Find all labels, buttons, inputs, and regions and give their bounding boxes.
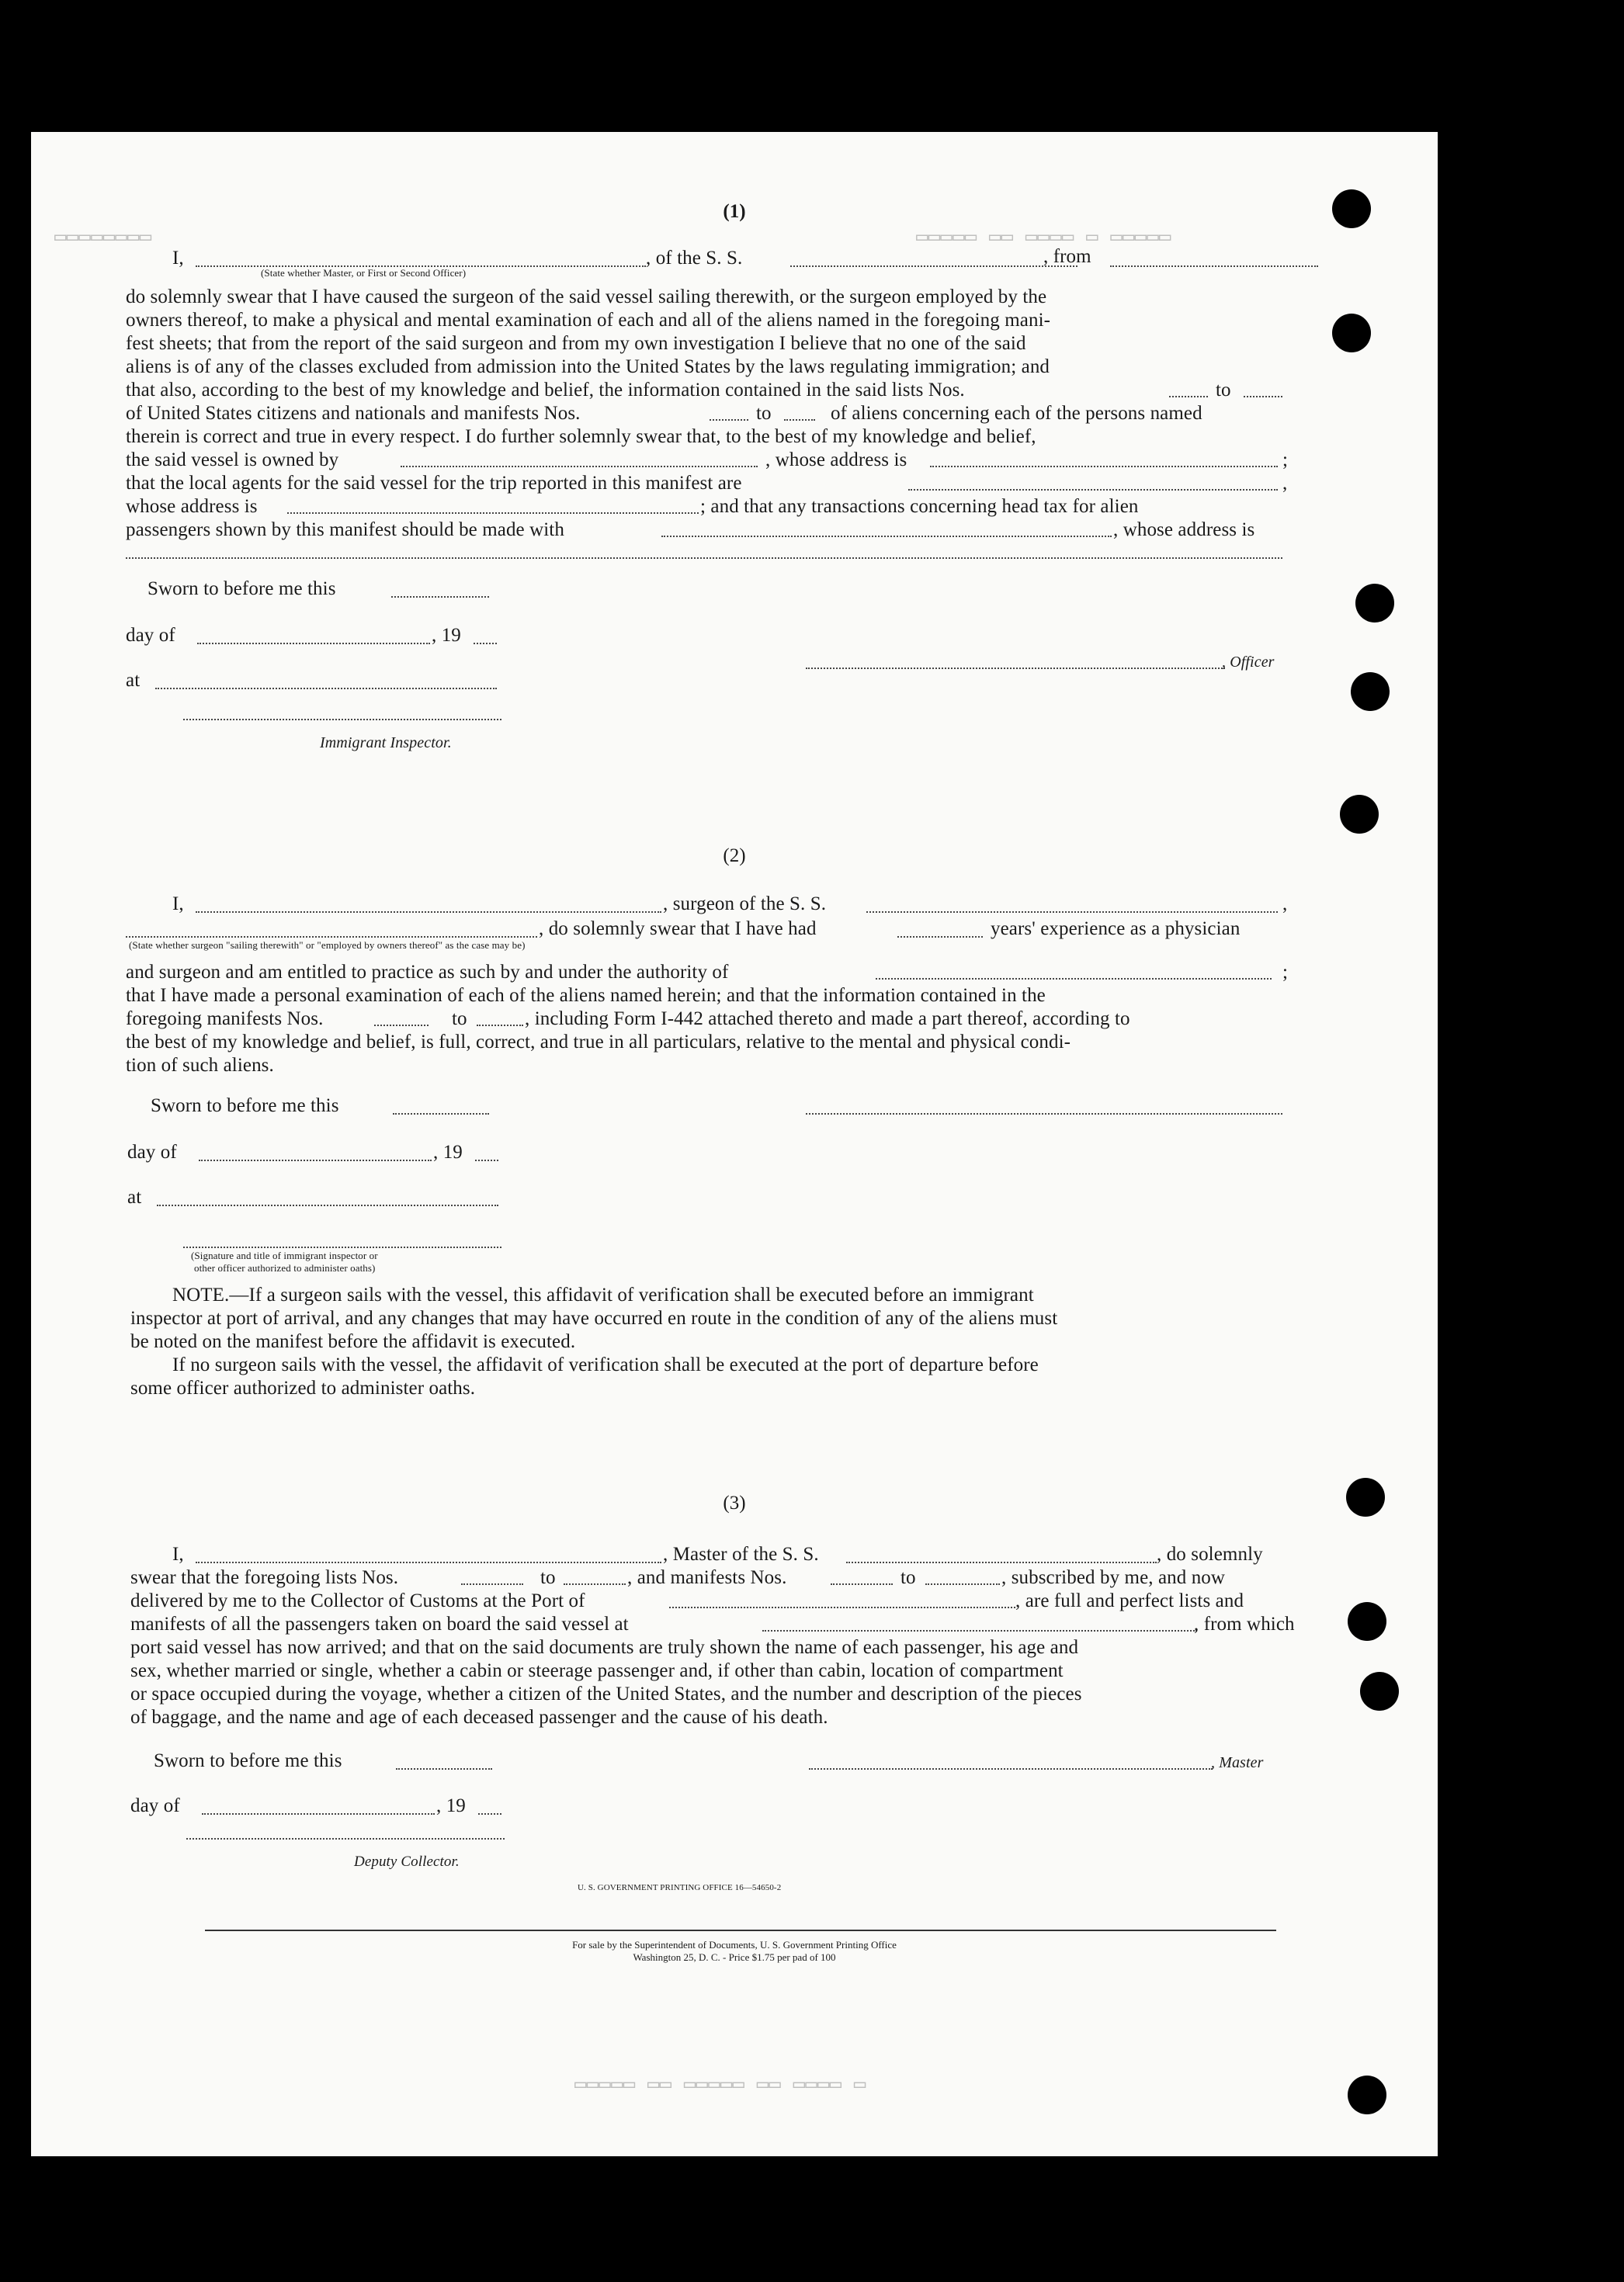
s2-sworn-day-field[interactable] xyxy=(393,1113,489,1115)
s1-i-label: I, xyxy=(172,248,184,269)
section-3-number: (3) xyxy=(723,1493,746,1514)
s2-para-line-1: and surgeon and am entitled to practice as such by and under the authority of xyxy=(126,962,729,983)
s1-whose-address-label: , whose address is xyxy=(1113,519,1255,540)
s2-at-label: at xyxy=(127,1187,142,1208)
s1-head-tax-address-field[interactable] xyxy=(126,557,1282,559)
s1-lists-to-field[interactable] xyxy=(1244,396,1282,397)
footer-line-1: For sale by the Superintendent of Documents, U. S. Government Printing Office xyxy=(572,1939,897,1951)
s2-surgeon-of-ss-label: , surgeon of the S. S. xyxy=(663,893,827,914)
s1-of-ss-label: , of the S. S. xyxy=(646,248,743,269)
s1-month-field[interactable] xyxy=(197,643,430,644)
s2-note-line-2: inspector at port of arrival, and any changes that may have occurred en route in the condition of any of the aliens must xyxy=(130,1308,1058,1329)
s2-inspector-signature-field[interactable] xyxy=(183,1247,501,1248)
s3-taken-label: manifests of all the passengers taken on board the said vessel at xyxy=(130,1614,629,1635)
s1-manifests-to-field[interactable] xyxy=(784,419,815,421)
s2-swear-label: , do solemnly swear that I have had xyxy=(539,918,817,939)
s3-manifests-label: , and manifests Nos. xyxy=(627,1567,787,1588)
s2-surgeon-note: (State whether surgeon "sailing therewith" or "employed by owners thereof" as the case may be) xyxy=(129,939,526,951)
s3-taken-at-field[interactable] xyxy=(762,1630,1197,1632)
s3-lists-label: swear that the foregoing lists Nos. xyxy=(130,1567,399,1588)
s2-para-line-3: foregoing manifests Nos. xyxy=(126,1008,324,1029)
s3-i-label: I, xyxy=(172,1544,184,1565)
s2-years-label: years' experience as a physician xyxy=(991,918,1241,939)
binder-hole xyxy=(1332,314,1371,352)
s1-owner-address-field[interactable] xyxy=(930,466,1278,467)
s2-note-line-3: be noted on the manifest before the affidavit is executed. xyxy=(130,1331,576,1352)
s2-para-line-4: the best of my knowledge and belief, is full, correct, and true in all particulars, relative to the mental and physical condi- xyxy=(126,1032,1071,1053)
s1-para-line-3: fest sheets; that from the report of the said surgeon and from my own investigation I believe that no one of the said xyxy=(126,333,1026,354)
section-2-number: (2) xyxy=(723,845,746,866)
s1-agent-address-label: whose address is xyxy=(126,496,258,517)
s3-para-line-2-end: , are full and perfect lists and xyxy=(1015,1590,1244,1611)
s3-vessel-field[interactable] xyxy=(846,1562,1157,1563)
s3-subscribed-label: , subscribed by me, and now xyxy=(1001,1567,1226,1588)
s1-comma: , xyxy=(1282,473,1288,494)
s3-day-label: day of xyxy=(130,1795,180,1816)
s3-manifests-to-field[interactable] xyxy=(925,1583,1000,1585)
s1-officer-label: , Officer xyxy=(1222,654,1275,671)
s3-manifests-from-field[interactable] xyxy=(831,1583,893,1585)
s3-month-field[interactable] xyxy=(202,1813,435,1815)
s2-semicolon: ; xyxy=(1282,962,1289,983)
s3-year-field[interactable] xyxy=(478,1813,501,1815)
binder-hole xyxy=(1332,189,1371,228)
s2-para-line-3-end: , including Form I-442 attached thereto and made a part thereof, according to xyxy=(525,1008,1130,1029)
binder-hole xyxy=(1351,672,1390,711)
s2-surgeon-signature-field[interactable] xyxy=(806,1113,1282,1115)
s1-para-line-6: of United States citizens and nationals and manifests Nos. xyxy=(126,403,581,424)
s1-officer-signature-field[interactable] xyxy=(806,668,1225,669)
binder-hole xyxy=(1355,584,1394,623)
s1-from-field[interactable] xyxy=(1110,265,1318,267)
s3-master-signature-field[interactable] xyxy=(809,1768,1213,1770)
s3-master-of-ss-label: , Master of the S. S. xyxy=(663,1544,819,1565)
s3-collector-label: Deputy Collector. xyxy=(354,1854,460,1870)
s3-sworn-label: Sworn to before me this xyxy=(154,1750,342,1771)
s1-para-line-2: owners thereof, to make a physical and mental examination of each and all of the aliens named in the foregoing mani- xyxy=(126,310,1051,331)
s2-para-line-5: tion of such aliens. xyxy=(126,1055,274,1076)
s2-i-label: I, xyxy=(172,893,184,914)
s3-port-field[interactable] xyxy=(669,1607,1015,1608)
s1-sworn-label: Sworn to before me this xyxy=(147,578,336,599)
manifest-page xyxy=(31,132,1438,2156)
s1-inspector-signature-field[interactable] xyxy=(183,719,501,720)
bleed-through-mark: ▭▭▭▭▭ ▭▭ ▭▭▭▭▭ ▭▭ ▭▭▭▭ ▭ xyxy=(574,2073,866,2096)
s1-para-line-5: that also, according to the best of my knowledge and belief, the information contained in the said lists Nos. xyxy=(126,380,965,401)
s1-vessel-field[interactable] xyxy=(790,265,1077,267)
s2-vessel-field[interactable] xyxy=(866,911,1278,913)
s3-lists-to-label: to xyxy=(540,1567,556,1588)
s3-sworn-day-field[interactable] xyxy=(396,1768,492,1770)
s2-manifests-from-field[interactable] xyxy=(374,1025,429,1026)
s3-lists-to-field[interactable] xyxy=(564,1583,626,1585)
s1-semicolon: ; xyxy=(1282,449,1289,470)
s2-signature-note-2: other officer authorized to administer oaths) xyxy=(194,1262,376,1274)
s1-para-line-6-end: of aliens concerning each of the persons named xyxy=(831,403,1202,424)
binder-hole xyxy=(1340,795,1379,834)
s3-para-line-4: port said vessel has now arrived; and that on the said documents are truly shown the name of each passenger, his age and xyxy=(130,1637,1079,1658)
s1-year-label: , 19 xyxy=(432,625,461,646)
s2-years-field[interactable] xyxy=(897,936,983,938)
s1-from-label: , from xyxy=(1043,246,1091,267)
s3-port-label: delivered by me to the Collector of Customs at the Port of xyxy=(130,1590,585,1611)
s1-at-field[interactable] xyxy=(155,688,497,689)
s1-manifests-to-label: to xyxy=(756,403,772,424)
binder-hole xyxy=(1346,1478,1385,1517)
s1-day-label: day of xyxy=(126,625,175,646)
s1-officer-note: (State whether Master, or First or Second Officer) xyxy=(261,267,467,279)
s3-year-label: , 19 xyxy=(436,1795,466,1816)
s2-note-line-1: NOTE.—If a surgeon sails with the vessel, this affidavit of verification shall be executed before an immigrant xyxy=(172,1285,1034,1306)
s1-owner-address-label: , whose address is xyxy=(765,449,907,470)
s2-authority-field[interactable] xyxy=(876,978,1272,980)
s2-signature-note-1: (Signature and title of immigrant inspector or xyxy=(191,1250,378,1261)
s1-inspector-label: Immigrant Inspector. xyxy=(320,734,452,751)
s1-sworn-day-field[interactable] xyxy=(391,596,489,598)
s3-swear-label: , do solemnly xyxy=(1157,1544,1263,1565)
s1-agents-field[interactable] xyxy=(908,489,1278,491)
s2-sworn-label: Sworn to before me this xyxy=(151,1095,339,1116)
s2-day-label: day of xyxy=(127,1142,177,1163)
s3-para-line-7: of baggage, and the name and age of each deceased passenger and the cause of his death. xyxy=(130,1707,828,1728)
binder-hole xyxy=(1348,2076,1386,2114)
binder-hole xyxy=(1348,1602,1386,1641)
s1-lists-to-label: to xyxy=(1216,380,1231,401)
s1-at-label: at xyxy=(126,670,141,691)
s2-to-label: to xyxy=(452,1008,467,1029)
s3-gpo-imprint: U. S. GOVERNMENT PRINTING OFFICE 16—54650-2 xyxy=(578,1883,782,1892)
s1-head-tax-field[interactable] xyxy=(661,536,1112,537)
s3-from-which-label: , from which xyxy=(1194,1614,1295,1635)
s1-lists-from-field[interactable] xyxy=(1169,396,1208,397)
s1-owner-label: the said vessel is owned by xyxy=(126,449,339,470)
footer-rule xyxy=(205,1930,1276,1931)
s1-para-line-1: do solemnly swear that I have caused the surgeon of the said vessel sailing therewith, or the surgeon employed by the xyxy=(126,286,1047,307)
s2-comma: , xyxy=(1282,893,1288,914)
s2-surgeon-status-field[interactable] xyxy=(126,936,537,938)
s2-note-line-5: some officer authorized to administer oaths. xyxy=(130,1378,476,1399)
s1-agent-address-field[interactable] xyxy=(287,512,699,514)
s3-lists-from-field[interactable] xyxy=(461,1583,523,1585)
s3-para-line-5: sex, whether married or single, whether a cabin or steerage passenger and, if other than cabin, location of compartment xyxy=(130,1660,1064,1681)
s3-collector-signature-field[interactable] xyxy=(186,1838,505,1840)
s2-para-line-2: that I have made a personal examination of each of the aliens named herein; and that the information contained in the xyxy=(126,985,1046,1006)
binder-hole xyxy=(1360,1672,1399,1711)
s3-para-line-6: or space occupied during the voyage, whether a citizen of the United States, and the number and description of the pieces xyxy=(130,1684,1082,1705)
s2-month-field[interactable] xyxy=(199,1160,432,1161)
bleed-through-mark: ▭▭▭▭▭▭▭▭ xyxy=(54,226,152,249)
s1-year-field[interactable] xyxy=(474,643,497,644)
s2-year-label: , 19 xyxy=(433,1142,463,1163)
s1-manifests-from-field[interactable] xyxy=(710,419,748,421)
s1-para-line-9: that the local agents for the said vessel for the trip reported in this manifest are xyxy=(126,473,742,494)
bleed-through-mark: ▭▭▭▭▭ ▭▭ ▭▭▭▭ ▭ ▭▭▭▭▭ xyxy=(916,226,1171,249)
s1-para-line-4: aliens is of any of the classes excluded from admission into the United States by the laws regulating immigration; and xyxy=(126,356,1050,377)
s2-surgeon-name-field[interactable] xyxy=(196,911,661,913)
s1-para-line-7: therein is correct and true in every respect. I do further solemnly swear that, to the best of my knowledge and belief, xyxy=(126,426,1036,447)
s2-note-line-4: If no surgeon sails with the vessel, the affidavit of verification shall be executed at the port of departure before xyxy=(172,1354,1039,1375)
s2-year-field[interactable] xyxy=(475,1160,498,1161)
s2-at-field[interactable] xyxy=(157,1205,498,1206)
s2-manifests-to-field[interactable] xyxy=(477,1025,523,1026)
s3-master-label: , Master xyxy=(1211,1754,1264,1771)
s3-manifests-to-label: to xyxy=(900,1567,916,1588)
s1-owner-field[interactable] xyxy=(401,466,758,467)
section-1-number: (1) xyxy=(723,201,746,222)
s1-para-line-11: passengers shown by this manifest should be made with xyxy=(126,519,564,540)
s3-master-name-field[interactable] xyxy=(196,1562,661,1563)
footer-line-2: Washington 25, D. C. - Price $1.75 per pad of 100 xyxy=(633,1951,836,1963)
s1-para-line-10-end: ; and that any transactions concerning head tax for alien xyxy=(700,496,1139,517)
